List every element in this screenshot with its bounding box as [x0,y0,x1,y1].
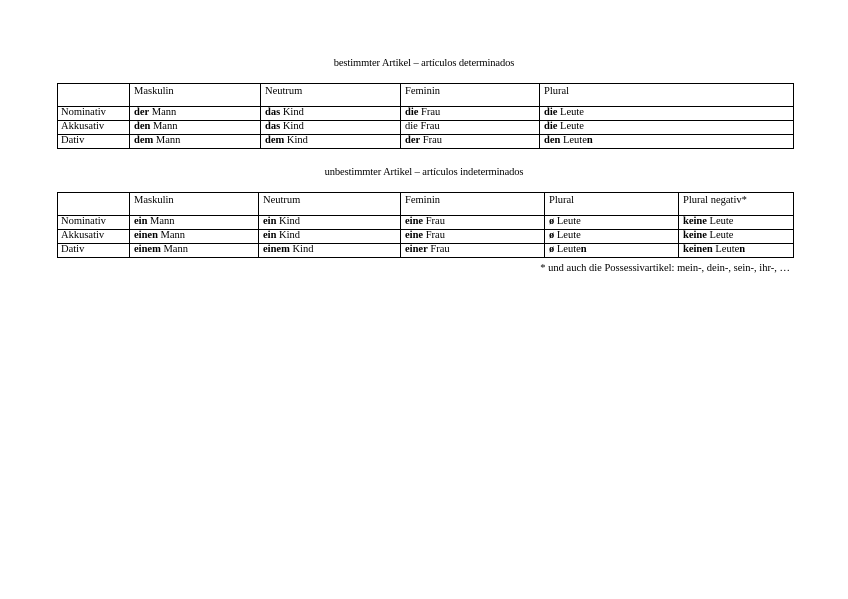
header-cell: Feminin [401,193,545,216]
noun-text: Leute [554,244,581,255]
table-cell [130,230,259,244]
table-row [58,230,794,244]
header-cell [58,84,130,107]
header-cell: Plural [540,84,794,107]
header-cell [58,193,130,216]
header-cell: Maskulin [130,84,261,107]
table-cell [540,135,794,149]
footnote: * und auch die Possessivartikel: mein-, dein-, sein-, ihr-, … [540,263,790,274]
table-cell [401,230,545,244]
noun-text: Kind [276,230,301,241]
article-text: keine [683,216,707,227]
noun-text: Kind [280,121,304,132]
table-cell [401,107,540,121]
noun-text: Mann [153,135,181,146]
article-text: ein [263,216,277,227]
header-cell: Plural negativ* [679,193,794,216]
table-row [58,135,794,149]
article-text: der [405,135,421,146]
noun-text: Mann [160,244,188,255]
noun-text: Kind [276,216,301,227]
noun-text: Leute [554,216,581,227]
noun-text: die Frau [405,121,440,132]
case-label: Nominativ [58,107,130,121]
header-cell: Maskulin [130,193,259,216]
noun-text: Leute [557,121,584,132]
table-cell [545,244,679,258]
article-text: dem [265,135,285,146]
table-cell [401,121,540,135]
noun-text: Mann [150,121,178,132]
case-label: Akkusativ [58,121,130,135]
table-cell [679,230,794,244]
table-row [58,244,794,258]
noun-text: Frau [420,135,443,146]
article-text: die [544,107,558,118]
table-cell [130,135,261,149]
table-cell [401,135,540,149]
header-cell: Feminin [401,84,540,107]
case-label: Akkusativ [58,230,130,244]
article-text: ein [134,216,148,227]
table-cell [130,244,259,258]
article-text: einer [405,244,428,255]
article-text: eine [405,216,424,227]
table-cell [401,216,545,230]
article-text: der [134,107,150,118]
article-text: den [544,135,561,146]
case-label: Dativ [58,244,130,258]
table-cell [679,244,794,258]
definite-article-table [57,83,794,149]
noun-text: Leute [706,216,734,227]
ending-text: n [586,135,593,146]
ending-text: n [580,244,587,255]
noun-text: Mann [149,107,177,118]
noun-text: Leute [560,135,587,146]
noun-text: Frau [418,107,441,118]
article-text: den [134,121,151,132]
table-cell [545,216,679,230]
header-cell: Plural [545,193,679,216]
noun-text: Kind [284,135,308,146]
noun-text: Leute [712,244,740,255]
noun-text: Kind [289,244,314,255]
article-text: dem [134,135,154,146]
table-cell [130,216,259,230]
article-text: ø [549,230,555,241]
article-text: ein [263,230,277,241]
table-cell [679,216,794,230]
case-label: Nominativ [58,216,130,230]
noun-text: Frau [423,216,445,227]
table-cell [259,216,401,230]
noun-text: Leute [557,107,584,118]
table-cell [259,230,401,244]
indefinite-article-table [57,192,794,258]
article-text: eine [405,230,424,241]
article-text: ø [549,216,555,227]
table-header-row [58,84,794,107]
noun-text: Leute [706,230,734,241]
header-cell: Neutrum [261,84,401,107]
table-cell [261,135,401,149]
noun-text: Frau [427,244,450,255]
table-row [58,121,794,135]
header-cell: Neutrum [259,193,401,216]
table-cell [130,121,261,135]
case-label: Dativ [58,135,130,149]
table2-title: unbestimmter Artikel – artículos indeterminados [324,167,524,178]
article-text: ø [549,244,555,255]
table-cell [545,230,679,244]
article-text: die [544,121,558,132]
noun-text: Mann [147,216,175,227]
article-text: einem [134,244,161,255]
table-cell [401,244,545,258]
table-cell [540,121,794,135]
article-text: das [265,121,281,132]
noun-text: Kind [280,107,304,118]
table-header-row [58,193,794,216]
table-cell [259,244,401,258]
article-text: keinen [683,244,713,255]
noun-text: Frau [423,230,445,241]
noun-text: Leute [554,230,581,241]
table-cell [130,107,261,121]
table-cell [261,107,401,121]
article-text: einem [263,244,290,255]
table-row [58,216,794,230]
article-text: einen [134,230,158,241]
noun-text: Mann [157,230,186,241]
table-cell [540,107,794,121]
ending-text: n [739,244,746,255]
table1-title: bestimmter Artikel – artículos determinados [333,58,515,69]
article-text: die [405,107,419,118]
article-text: keine [683,230,707,241]
table-row [58,107,794,121]
table-cell [261,121,401,135]
article-text: das [265,107,281,118]
